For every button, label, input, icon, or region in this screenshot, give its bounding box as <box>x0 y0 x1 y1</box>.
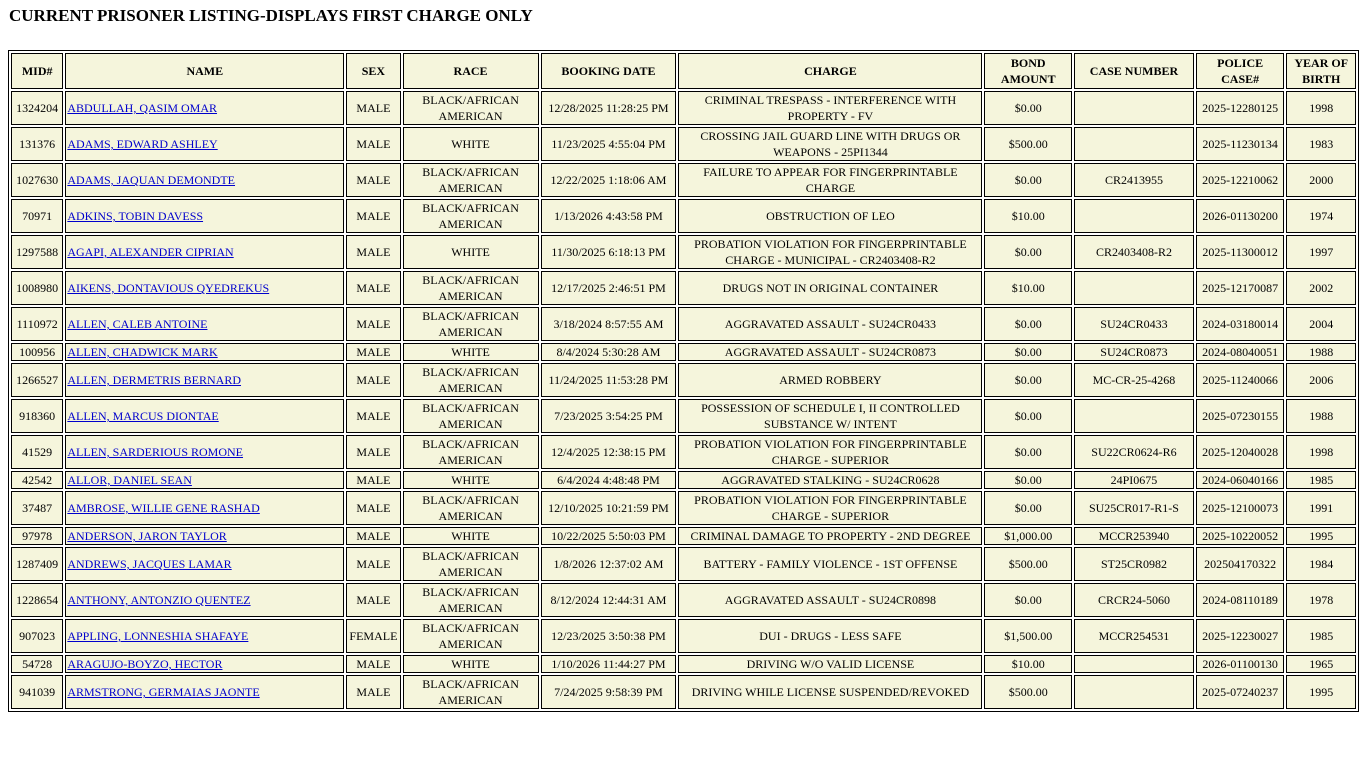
cell-charge: PROBATION VIOLATION FOR FINGERPRINTABLE CHARGE - SUPERIOR <box>678 435 982 469</box>
cell-charge: POSSESSION OF SCHEDULE I, II CONTROLLED SUBSTANCE W/ INTENT <box>678 399 982 433</box>
prisoner-name-link[interactable]: ANTHONY, ANTONZIO QUENTEZ <box>67 593 251 607</box>
cell-mid: 97978 <box>11 527 63 545</box>
table-row <box>11 363 1356 397</box>
cell-booking-date: 10/22/2025 5:50:03 PM <box>541 527 677 545</box>
cell-name <box>65 619 344 653</box>
cell-case-number: MC-CR-25-4268 <box>1074 363 1194 397</box>
cell-charge: OBSTRUCTION OF LEO <box>678 199 982 233</box>
prisoner-name-link[interactable]: ALLEN, CHADWICK MARK <box>67 345 218 359</box>
cell-bond-amount: $0.00 <box>984 235 1072 269</box>
cell-year-of-birth: 1998 <box>1286 91 1356 125</box>
cell-case-number: SU22CR0624-R6 <box>1074 435 1194 469</box>
cell-year-of-birth: 1998 <box>1286 435 1356 469</box>
cell-bond-amount: $0.00 <box>984 363 1072 397</box>
cell-year-of-birth: 1984 <box>1286 547 1356 581</box>
cell-sex: MALE <box>346 675 400 709</box>
cell-bond-amount: $500.00 <box>984 547 1072 581</box>
header-race: RACE <box>403 53 539 89</box>
cell-booking-date: 11/30/2025 6:18:13 PM <box>541 235 677 269</box>
cell-year-of-birth: 1985 <box>1286 619 1356 653</box>
cell-mid: 1287409 <box>11 547 63 581</box>
cell-year-of-birth: 2002 <box>1286 271 1356 305</box>
prisoner-name-link[interactable]: AMBROSE, WILLIE GENE RASHAD <box>67 501 260 515</box>
cell-sex: MALE <box>346 399 400 433</box>
prisoner-name-link[interactable]: ARAGUJO-BOYZO, HECTOR <box>67 657 223 671</box>
cell-sex: MALE <box>346 547 400 581</box>
cell-bond-amount: $1,500.00 <box>984 619 1072 653</box>
cell-mid: 1228654 <box>11 583 63 617</box>
cell-charge: BATTERY - FAMILY VIOLENCE - 1ST OFFENSE <box>678 547 982 581</box>
cell-sex: MALE <box>346 163 400 197</box>
cell-police-case: 2025-12100073 <box>1196 491 1285 525</box>
prisoner-table-container <box>8 50 1359 712</box>
prisoner-name-link[interactable]: AIKENS, DONTAVIOUS QYEDREKUS <box>67 281 270 295</box>
cell-case-number: CR2413955 <box>1074 163 1194 197</box>
cell-bond-amount: $1,000.00 <box>984 527 1072 545</box>
cell-bond-amount: $0.00 <box>984 583 1072 617</box>
cell-race: BLACK/AFRICAN AMERICAN <box>403 583 539 617</box>
table-row <box>11 199 1356 233</box>
cell-case-number: SU24CR0873 <box>1074 343 1194 361</box>
cell-booking-date: 8/4/2024 5:30:28 AM <box>541 343 677 361</box>
cell-sex: MALE <box>346 655 400 673</box>
cell-booking-date: 7/23/2025 3:54:25 PM <box>541 399 677 433</box>
cell-race: BLACK/AFRICAN AMERICAN <box>403 199 539 233</box>
cell-sex: MALE <box>346 471 400 489</box>
cell-charge: DUI - DRUGS - LESS SAFE <box>678 619 982 653</box>
header-sex: SEX <box>346 53 400 89</box>
cell-booking-date: 7/24/2025 9:58:39 PM <box>541 675 677 709</box>
prisoner-name-link[interactable]: ADKINS, TOBIN DAVESS <box>67 209 204 223</box>
cell-bond-amount: $500.00 <box>984 127 1072 161</box>
cell-race: WHITE <box>403 655 539 673</box>
cell-charge: FAILURE TO APPEAR FOR FINGERPRINTABLE CHARGE <box>678 163 982 197</box>
cell-charge: ARMED ROBBERY <box>678 363 982 397</box>
cell-charge: CRIMINAL TRESPASS - INTERFERENCE WITH PROPERTY - FV <box>678 91 982 125</box>
cell-police-case: 2025-12210062 <box>1196 163 1285 197</box>
cell-name <box>65 91 344 125</box>
cell-police-case: 2026-01130200 <box>1196 199 1285 233</box>
cell-charge: PROBATION VIOLATION FOR FINGERPRINTABLE CHARGE - MUNICIPAL - CR2403408-R2 <box>678 235 982 269</box>
cell-sex: MALE <box>346 363 400 397</box>
cell-booking-date: 3/18/2024 8:57:55 AM <box>541 307 677 341</box>
cell-mid: 1008980 <box>11 271 63 305</box>
prisoner-name-link[interactable]: ANDREWS, JACQUES LAMAR <box>67 557 232 571</box>
cell-sex: MALE <box>346 527 400 545</box>
cell-sex: MALE <box>346 583 400 617</box>
header-police-case: POLICE CASE# <box>1196 53 1285 89</box>
cell-mid: 100956 <box>11 343 63 361</box>
cell-booking-date: 12/4/2025 12:38:15 PM <box>541 435 677 469</box>
table-row <box>11 619 1356 653</box>
cell-police-case: 202504170322 <box>1196 547 1285 581</box>
table-row <box>11 491 1356 525</box>
cell-mid: 1027630 <box>11 163 63 197</box>
cell-year-of-birth: 2004 <box>1286 307 1356 341</box>
table-row <box>11 471 1356 489</box>
cell-year-of-birth: 1995 <box>1286 675 1356 709</box>
cell-booking-date: 11/23/2025 4:55:04 PM <box>541 127 677 161</box>
cell-mid: 1297588 <box>11 235 63 269</box>
cell-police-case: 2026-01100130 <box>1196 655 1285 673</box>
cell-race: BLACK/AFRICAN AMERICAN <box>403 307 539 341</box>
cell-race: WHITE <box>403 471 539 489</box>
cell-year-of-birth: 1995 <box>1286 527 1356 545</box>
cell-booking-date: 12/17/2025 2:46:51 PM <box>541 271 677 305</box>
table-row <box>11 271 1356 305</box>
cell-charge: DRIVING WHILE LICENSE SUSPENDED/REVOKED <box>678 675 982 709</box>
cell-police-case: 2025-12230027 <box>1196 619 1285 653</box>
header-case-number: CASE NUMBER <box>1074 53 1194 89</box>
cell-bond-amount: $0.00 <box>984 91 1072 125</box>
prisoner-name-link[interactable]: ALLEN, MARCUS DIONTAE <box>67 409 219 423</box>
cell-year-of-birth: 2000 <box>1286 163 1356 197</box>
cell-bond-amount: $10.00 <box>984 271 1072 305</box>
cell-charge: AGGRAVATED ASSAULT - SU24CR0873 <box>678 343 982 361</box>
cell-case-number <box>1074 399 1194 433</box>
cell-race: BLACK/AFRICAN AMERICAN <box>403 675 539 709</box>
cell-case-number: SU25CR017-R1-S <box>1074 491 1194 525</box>
cell-case-number <box>1074 199 1194 233</box>
cell-year-of-birth: 1965 <box>1286 655 1356 673</box>
cell-mid: 1324204 <box>11 91 63 125</box>
cell-year-of-birth: 2006 <box>1286 363 1356 397</box>
cell-race: WHITE <box>403 527 539 545</box>
cell-charge: AGGRAVATED ASSAULT - SU24CR0433 <box>678 307 982 341</box>
cell-mid: 37487 <box>11 491 63 525</box>
table-row <box>11 675 1356 709</box>
cell-police-case: 2025-11230134 <box>1196 127 1285 161</box>
cell-name <box>65 127 344 161</box>
cell-charge: CROSSING JAIL GUARD LINE WITH DRUGS OR WEAPONS - 25PI1344 <box>678 127 982 161</box>
cell-race: BLACK/AFRICAN AMERICAN <box>403 547 539 581</box>
cell-name <box>65 435 344 469</box>
table-row <box>11 655 1356 673</box>
cell-charge: DRIVING W/O VALID LICENSE <box>678 655 982 673</box>
cell-name <box>65 163 344 197</box>
table-header-row <box>11 53 1356 89</box>
prisoner-name-link[interactable]: ARMSTRONG, GERMAIAS JAONTE <box>67 685 260 699</box>
cell-police-case: 2025-10220052 <box>1196 527 1285 545</box>
table-row <box>11 435 1356 469</box>
cell-race: BLACK/AFRICAN AMERICAN <box>403 163 539 197</box>
cell-booking-date: 8/12/2024 12:44:31 AM <box>541 583 677 617</box>
cell-name <box>65 655 344 673</box>
cell-police-case: 2025-07230155 <box>1196 399 1285 433</box>
cell-case-number: CRCR24-5060 <box>1074 583 1194 617</box>
table-row <box>11 91 1356 125</box>
table-row <box>11 527 1356 545</box>
cell-case-number <box>1074 675 1194 709</box>
cell-race: BLACK/AFRICAN AMERICAN <box>403 619 539 653</box>
prisoner-name-link[interactable]: APPLING, LONNESHIA SHAFAYE <box>67 629 249 643</box>
cell-police-case: 2025-12040028 <box>1196 435 1285 469</box>
cell-booking-date: 11/24/2025 11:53:28 PM <box>541 363 677 397</box>
cell-name <box>65 399 344 433</box>
cell-year-of-birth: 1991 <box>1286 491 1356 525</box>
cell-mid: 918360 <box>11 399 63 433</box>
cell-police-case: 2025-12170087 <box>1196 271 1285 305</box>
cell-mid: 54728 <box>11 655 63 673</box>
prisoner-name-link[interactable]: ALLEN, CALEB ANTOINE <box>67 317 208 331</box>
cell-mid: 41529 <box>11 435 63 469</box>
prisoner-name-link[interactable]: AGAPI, ALEXANDER CIPRIAN <box>67 245 234 259</box>
cell-sex: FEMALE <box>346 619 400 653</box>
cell-name <box>65 491 344 525</box>
cell-year-of-birth: 1974 <box>1286 199 1356 233</box>
cell-year-of-birth: 1988 <box>1286 399 1356 433</box>
header-charge: CHARGE <box>678 53 982 89</box>
cell-charge: DRUGS NOT IN ORIGINAL CONTAINER <box>678 271 982 305</box>
cell-police-case: 2025-11240066 <box>1196 363 1285 397</box>
cell-case-number <box>1074 655 1194 673</box>
table-row <box>11 399 1356 433</box>
cell-case-number <box>1074 91 1194 125</box>
cell-case-number: SU24CR0433 <box>1074 307 1194 341</box>
cell-police-case: 2024-03180014 <box>1196 307 1285 341</box>
cell-name <box>65 363 344 397</box>
cell-mid: 1110972 <box>11 307 63 341</box>
cell-race: BLACK/AFRICAN AMERICAN <box>403 399 539 433</box>
cell-bond-amount: $0.00 <box>984 491 1072 525</box>
cell-bond-amount: $0.00 <box>984 163 1072 197</box>
cell-booking-date: 1/10/2026 11:44:27 PM <box>541 655 677 673</box>
cell-police-case: 2024-06040166 <box>1196 471 1285 489</box>
header-booking-date: BOOKING DATE <box>541 53 677 89</box>
cell-year-of-birth: 1983 <box>1286 127 1356 161</box>
cell-sex: MALE <box>346 199 400 233</box>
cell-race: BLACK/AFRICAN AMERICAN <box>403 91 539 125</box>
table-row <box>11 163 1356 197</box>
prisoner-table <box>8 50 1359 712</box>
cell-sex: MALE <box>346 435 400 469</box>
table-row <box>11 583 1356 617</box>
cell-booking-date: 12/23/2025 3:50:38 PM <box>541 619 677 653</box>
cell-year-of-birth: 1978 <box>1286 583 1356 617</box>
cell-name <box>65 471 344 489</box>
header-bond-amount: BOND AMOUNT <box>984 53 1072 89</box>
table-body <box>11 91 1356 709</box>
cell-sex: MALE <box>346 271 400 305</box>
cell-booking-date: 12/28/2025 11:28:25 PM <box>541 91 677 125</box>
cell-police-case: 2025-07240237 <box>1196 675 1285 709</box>
cell-race: WHITE <box>403 235 539 269</box>
cell-mid: 907023 <box>11 619 63 653</box>
cell-race: BLACK/AFRICAN AMERICAN <box>403 363 539 397</box>
cell-mid: 1266527 <box>11 363 63 397</box>
cell-race: WHITE <box>403 343 539 361</box>
cell-police-case: 2024-08110189 <box>1196 583 1285 617</box>
header-mid: MID# <box>11 53 63 89</box>
cell-mid: 70971 <box>11 199 63 233</box>
prisoner-name-link[interactable]: ADAMS, EDWARD ASHLEY <box>67 137 218 151</box>
cell-mid: 42542 <box>11 471 63 489</box>
cell-booking-date: 12/10/2025 10:21:59 PM <box>541 491 677 525</box>
cell-case-number: MCCR254531 <box>1074 619 1194 653</box>
cell-name <box>65 527 344 545</box>
cell-case-number <box>1074 127 1194 161</box>
prisoner-name-link[interactable]: ABDULLAH, QASIM OMAR <box>67 101 218 115</box>
cell-bond-amount: $10.00 <box>984 199 1072 233</box>
cell-police-case: 2024-08040051 <box>1196 343 1285 361</box>
prisoner-name-link[interactable]: ANDERSON, JARON TAYLOR <box>67 529 227 543</box>
cell-case-number: ST25CR0982 <box>1074 547 1194 581</box>
cell-case-number <box>1074 271 1194 305</box>
prisoner-name-link[interactable]: ALLEN, SARDERIOUS ROMONE <box>67 445 244 459</box>
cell-sex: MALE <box>346 307 400 341</box>
cell-booking-date: 1/8/2026 12:37:02 AM <box>541 547 677 581</box>
cell-mid: 941039 <box>11 675 63 709</box>
cell-bond-amount: $0.00 <box>984 471 1072 489</box>
table-row <box>11 127 1356 161</box>
cell-booking-date: 6/4/2024 4:48:48 PM <box>541 471 677 489</box>
page-title: CURRENT PRISONER LISTING-DISPLAYS FIRST CHARGE ONLY <box>9 6 533 25</box>
table-row <box>11 235 1356 269</box>
cell-sex: MALE <box>346 343 400 361</box>
cell-race: BLACK/AFRICAN AMERICAN <box>403 491 539 525</box>
cell-name <box>65 271 344 305</box>
cell-booking-date: 12/22/2025 1:18:06 AM <box>541 163 677 197</box>
cell-police-case: 2025-11300012 <box>1196 235 1285 269</box>
cell-bond-amount: $0.00 <box>984 307 1072 341</box>
cell-bond-amount: $0.00 <box>984 435 1072 469</box>
header-name: NAME <box>65 53 344 89</box>
table-row <box>11 343 1356 361</box>
cell-bond-amount: $10.00 <box>984 655 1072 673</box>
cell-mid: 131376 <box>11 127 63 161</box>
cell-name <box>65 547 344 581</box>
cell-bond-amount: $500.00 <box>984 675 1072 709</box>
cell-case-number: MCCR253940 <box>1074 527 1194 545</box>
cell-charge: AGGRAVATED STALKING - SU24CR0628 <box>678 471 982 489</box>
cell-race: WHITE <box>403 127 539 161</box>
cell-name <box>65 307 344 341</box>
cell-charge: AGGRAVATED ASSAULT - SU24CR0898 <box>678 583 982 617</box>
cell-name <box>65 235 344 269</box>
cell-name <box>65 583 344 617</box>
cell-sex: MALE <box>346 127 400 161</box>
cell-police-case: 2025-12280125 <box>1196 91 1285 125</box>
table-row <box>11 307 1356 341</box>
header-year-of-birth: YEAR OF BIRTH <box>1286 53 1356 89</box>
cell-year-of-birth: 1997 <box>1286 235 1356 269</box>
table-row <box>11 547 1356 581</box>
cell-race: BLACK/AFRICAN AMERICAN <box>403 435 539 469</box>
cell-case-number: 24PI0675 <box>1074 471 1194 489</box>
cell-name <box>65 199 344 233</box>
cell-year-of-birth: 1985 <box>1286 471 1356 489</box>
cell-bond-amount: $0.00 <box>984 343 1072 361</box>
cell-case-number: CR2403408-R2 <box>1074 235 1194 269</box>
cell-name <box>65 675 344 709</box>
cell-sex: MALE <box>346 491 400 525</box>
prisoner-name-link[interactable]: ADAMS, JAQUAN DEMONDTE <box>67 173 236 187</box>
prisoner-name-link[interactable]: ALLOR, DANIEL SEAN <box>67 473 192 487</box>
prisoner-name-link[interactable]: ALLEN, DERMETRIS BERNARD <box>67 373 242 387</box>
cell-sex: MALE <box>346 235 400 269</box>
cell-name <box>65 343 344 361</box>
cell-charge: PROBATION VIOLATION FOR FINGERPRINTABLE CHARGE - SUPERIOR <box>678 491 982 525</box>
cell-race: BLACK/AFRICAN AMERICAN <box>403 271 539 305</box>
cell-year-of-birth: 1988 <box>1286 343 1356 361</box>
cell-sex: MALE <box>346 91 400 125</box>
cell-charge: CRIMINAL DAMAGE TO PROPERTY - 2ND DEGREE <box>678 527 982 545</box>
cell-bond-amount: $0.00 <box>984 399 1072 433</box>
cell-booking-date: 1/13/2026 4:43:58 PM <box>541 199 677 233</box>
